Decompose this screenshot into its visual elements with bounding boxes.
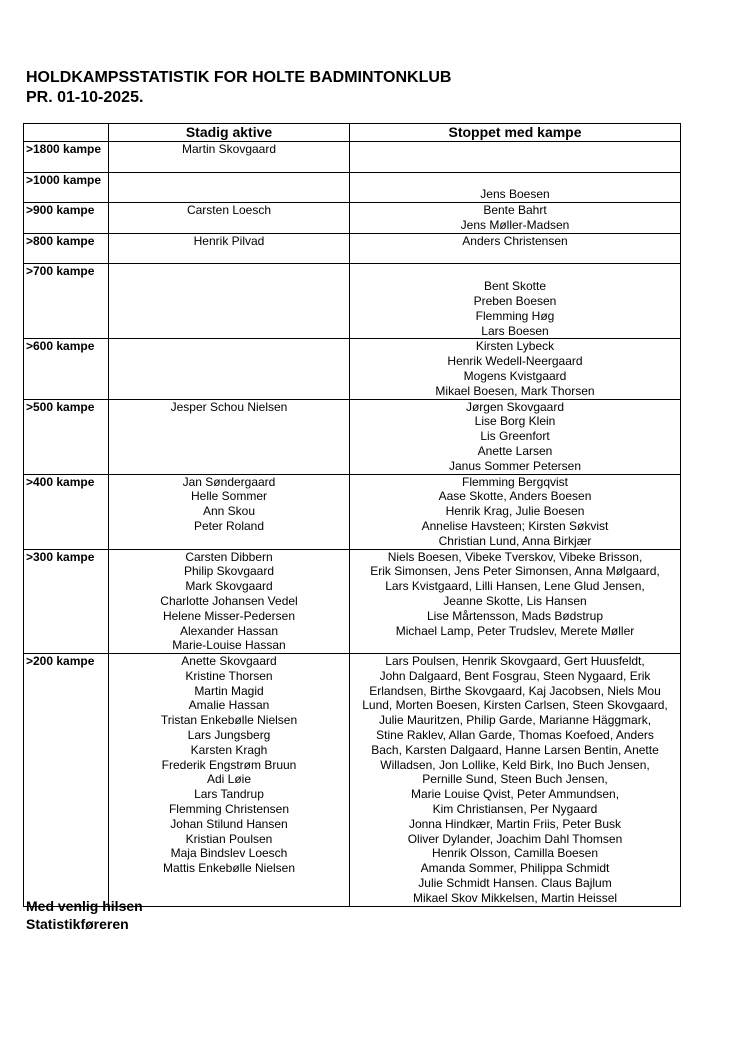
- player-name: Julie Schmidt Hansen. Claus Bajlum: [418, 876, 612, 891]
- player-name: John Dalgaard, Bent Fosgrau, Steen Nygaard, Erik: [379, 668, 651, 683]
- table-row: [24, 549, 681, 654]
- player-name: [109, 157, 349, 172]
- category-label: >700 kampe: [24, 264, 109, 339]
- player-name: Amalie Hassan: [188, 698, 270, 713]
- player-name: Stine Raklev, Allan Garde, Thomas Koefoed, Anders: [376, 728, 654, 743]
- player-name: [109, 309, 349, 324]
- player-name: Mogens Kvistgaard: [463, 368, 567, 383]
- player-name: [109, 429, 349, 444]
- player-name: Lise Mårtensson, Mads Bødstrup: [426, 608, 604, 623]
- player-name: Lis Greenfort: [480, 429, 550, 444]
- player-name: Kristine Thorsen: [185, 668, 273, 683]
- stopped-players-cell: [350, 399, 681, 474]
- player-name: Marie-Louise Hassan: [172, 638, 286, 653]
- player-name: Janus Sommer Petersen: [448, 458, 582, 473]
- player-name: [109, 369, 349, 384]
- player-name: Jesper Schou Nielsen: [170, 399, 288, 414]
- player-name: Carsten Loesch: [186, 203, 272, 218]
- player-name: [109, 876, 349, 891]
- header-stopped: Stoppet med kampe: [350, 124, 681, 142]
- table-row: [24, 474, 681, 549]
- player-name: Lars Tandrup: [194, 787, 264, 802]
- player-name: Kirsten Lybeck: [475, 339, 555, 354]
- table-row: [24, 399, 681, 474]
- player-name: Kristian Poulsen: [185, 831, 273, 846]
- player-name: [109, 218, 349, 233]
- category-label: >1800 kampe: [24, 142, 109, 173]
- player-name: Mattis Enkebølle Nielsen: [162, 861, 296, 876]
- player-name: Lars Poulsen, Henrik Skovgaard, Gert Huusfeldt,: [385, 654, 645, 669]
- player-name: Philip Skovgaard: [183, 564, 275, 579]
- table-row: [24, 339, 681, 399]
- player-name: [350, 173, 680, 188]
- table-row: [24, 142, 681, 173]
- greeting: Med venlig hilsen: [26, 898, 143, 914]
- player-name: [350, 157, 680, 172]
- player-name: Ann Skou: [202, 504, 256, 519]
- player-name: Lars Kvistgaard, Lilli Hansen, Lene Glud Jensen,: [385, 579, 645, 594]
- signer: Statistikføreren: [26, 916, 129, 932]
- player-name: Marie Louise Qvist, Peter Ammundsen,: [410, 787, 620, 802]
- player-name: [109, 173, 349, 188]
- player-name: Pernille Sund, Steen Buch Jensen,: [422, 772, 608, 787]
- category-label: >900 kampe: [24, 203, 109, 234]
- player-name: Tristan Enkebølle Nielsen: [160, 713, 298, 728]
- player-name: Julie Mauritzen, Philip Garde, Marianne Häggmark,: [378, 713, 652, 728]
- table-row: [24, 233, 681, 264]
- active-players-cell: [109, 142, 350, 173]
- player-name: Amanda Sommer, Philippa Schmidt: [420, 861, 610, 876]
- stopped-players-cell: [350, 264, 681, 339]
- stopped-players-cell: [350, 474, 681, 549]
- player-name: Frederik Engstrøm Bruun: [161, 757, 297, 772]
- player-name: Mikael Boesen, Mark Thorsen: [435, 383, 595, 398]
- player-name: Henrik Krag, Julie Boesen: [445, 504, 585, 519]
- table-row: [24, 172, 681, 203]
- player-name: Niels Boesen, Vibeke Tverskov, Vibeke Brisson,: [387, 549, 643, 564]
- player-name: Helene Misser-Pedersen: [162, 608, 296, 623]
- player-name: Helle Sommer: [190, 489, 268, 504]
- signature-block: [26, 897, 143, 933]
- table-header-row: [24, 124, 681, 142]
- player-name: Jørgen Skovgaard: [465, 399, 565, 414]
- player-name: [109, 187, 349, 202]
- player-name: [109, 384, 349, 399]
- player-name: [109, 279, 349, 294]
- player-name: [109, 249, 349, 264]
- player-name: Willadsen, Jon Lollike, Keld Birk, Ino Buch Jensen,: [380, 757, 650, 772]
- player-name: Maja Bindslev Loesch: [170, 846, 288, 861]
- category-label: >800 kampe: [24, 233, 109, 264]
- active-players-cell: [109, 474, 350, 549]
- player-name: Michael Lamp, Peter Trudslev, Merete Møller: [395, 623, 635, 638]
- active-players-cell: [109, 203, 350, 234]
- active-players-cell: [109, 233, 350, 264]
- player-name: Carsten Dibbern: [185, 549, 273, 564]
- player-name: Lund, Morten Boesen, Kirsten Carlsen, Steen Skovgaard,: [362, 698, 668, 713]
- player-name: Jeanne Skotte, Lis Hansen: [443, 593, 587, 608]
- player-name: Charlotte Johansen Vedel: [160, 593, 298, 608]
- player-name: Oliver Dylander, Joachim Dahl Thomsen: [407, 831, 623, 846]
- table-row: [24, 264, 681, 339]
- player-name: [109, 534, 349, 549]
- stopped-players-cell: [350, 654, 681, 907]
- category-label: >400 kampe: [24, 474, 109, 549]
- player-name: Jens Møller-Madsen: [460, 217, 570, 232]
- player-name: Mark Skovgaard: [185, 579, 273, 594]
- player-name: [109, 459, 349, 474]
- player-name: [109, 444, 349, 459]
- player-name: Bente Bahrt: [483, 203, 547, 218]
- player-name: Flemming Bergqvist: [461, 474, 569, 489]
- stopped-players-cell: [350, 172, 681, 203]
- stopped-players-cell: [350, 203, 681, 234]
- player-name: Anette Skovgaard: [181, 654, 277, 669]
- player-name: Johan Stilund Hansen: [170, 816, 288, 831]
- title-line-2: PR. 01-10-2025.: [26, 89, 144, 106]
- header-active: Stadig aktive: [109, 124, 350, 142]
- active-players-cell: [109, 654, 350, 907]
- player-name: Flemming Høg: [475, 308, 555, 323]
- table-row: [24, 654, 681, 907]
- player-name: Anders Christensen: [462, 233, 568, 248]
- player-name: Aase Skotte, Anders Boesen: [438, 489, 592, 504]
- player-name: [350, 638, 680, 653]
- statistics-table: [23, 123, 681, 907]
- player-name: Anette Larsen: [477, 443, 553, 458]
- player-name: Kim Christiansen, Per Nygaard: [432, 802, 598, 817]
- player-name: [350, 264, 680, 279]
- player-name: [109, 324, 349, 339]
- player-name: Bent Skotte: [483, 279, 547, 294]
- player-name: Lars Boesen: [481, 323, 549, 338]
- player-name: [109, 354, 349, 369]
- player-name: Flemming Christensen: [168, 802, 290, 817]
- category-label: >600 kampe: [24, 339, 109, 399]
- active-players-cell: [109, 339, 350, 399]
- stopped-players-cell: [350, 233, 681, 264]
- header-category: [24, 124, 109, 142]
- player-name: Martin Magid: [194, 683, 264, 698]
- document-title: [26, 68, 451, 108]
- player-name: Christian Lund, Anna Birkjær: [438, 533, 592, 548]
- player-name: Lars Jungsberg: [187, 728, 271, 743]
- player-name: Mikael Skov Mikkelsen, Martin Heissel: [412, 890, 618, 905]
- player-name: Henrik Olsson, Camilla Boesen: [431, 846, 599, 861]
- player-name: Henrik Pilvad: [193, 233, 265, 248]
- category-label: >200 kampe: [24, 654, 109, 907]
- player-name: Preben Boesen: [473, 293, 557, 308]
- player-name: Peter Roland: [193, 518, 265, 533]
- active-players-cell: [109, 549, 350, 654]
- player-name: Lise Borg Klein: [474, 414, 556, 429]
- player-name: Jens Boesen: [480, 187, 550, 202]
- player-name: [350, 249, 680, 264]
- player-name: [109, 339, 349, 354]
- stopped-players-cell: [350, 549, 681, 654]
- active-players-cell: [109, 264, 350, 339]
- player-name: Erik Simonsen, Jens Peter Simonsen, Anna Mølgaard,: [370, 564, 660, 579]
- player-name: [109, 294, 349, 309]
- category-label: >300 kampe: [24, 549, 109, 654]
- table-row: [24, 203, 681, 234]
- player-name: Martin Skovgaard: [181, 142, 277, 156]
- stopped-players-cell: [350, 339, 681, 399]
- player-name: Bach, Karsten Dalgaard, Hanne Larsen Bentin, Anette: [371, 742, 659, 757]
- player-name: [350, 142, 680, 157]
- active-players-cell: [109, 399, 350, 474]
- player-name: Alexander Hassan: [179, 623, 279, 638]
- player-name: Erlandsen, Birthe Skovgaard, Kaj Jacobsen, Niels Mou: [369, 683, 661, 698]
- player-name: Karsten Kragh: [190, 742, 268, 757]
- player-name: Jonna Hindkær, Martin Friis, Peter Busk: [408, 816, 622, 831]
- player-name: Jan Søndergaard: [182, 474, 276, 489]
- category-label: >1000 kampe: [24, 172, 109, 203]
- player-name: Adi Løie: [206, 772, 252, 787]
- stopped-players-cell: [350, 142, 681, 173]
- player-name: [109, 891, 349, 906]
- title-line-1: HOLDKAMPSSTATISTIK FOR HOLTE BADMINTONKLUB: [26, 69, 452, 86]
- category-label: >500 kampe: [24, 399, 109, 474]
- player-name: Henrik Wedell-Neergaard: [447, 354, 583, 369]
- player-name: [109, 414, 349, 429]
- player-name: Annelise Havsteen; Kirsten Søkvist: [421, 518, 609, 533]
- active-players-cell: [109, 172, 350, 203]
- player-name: [109, 264, 349, 279]
